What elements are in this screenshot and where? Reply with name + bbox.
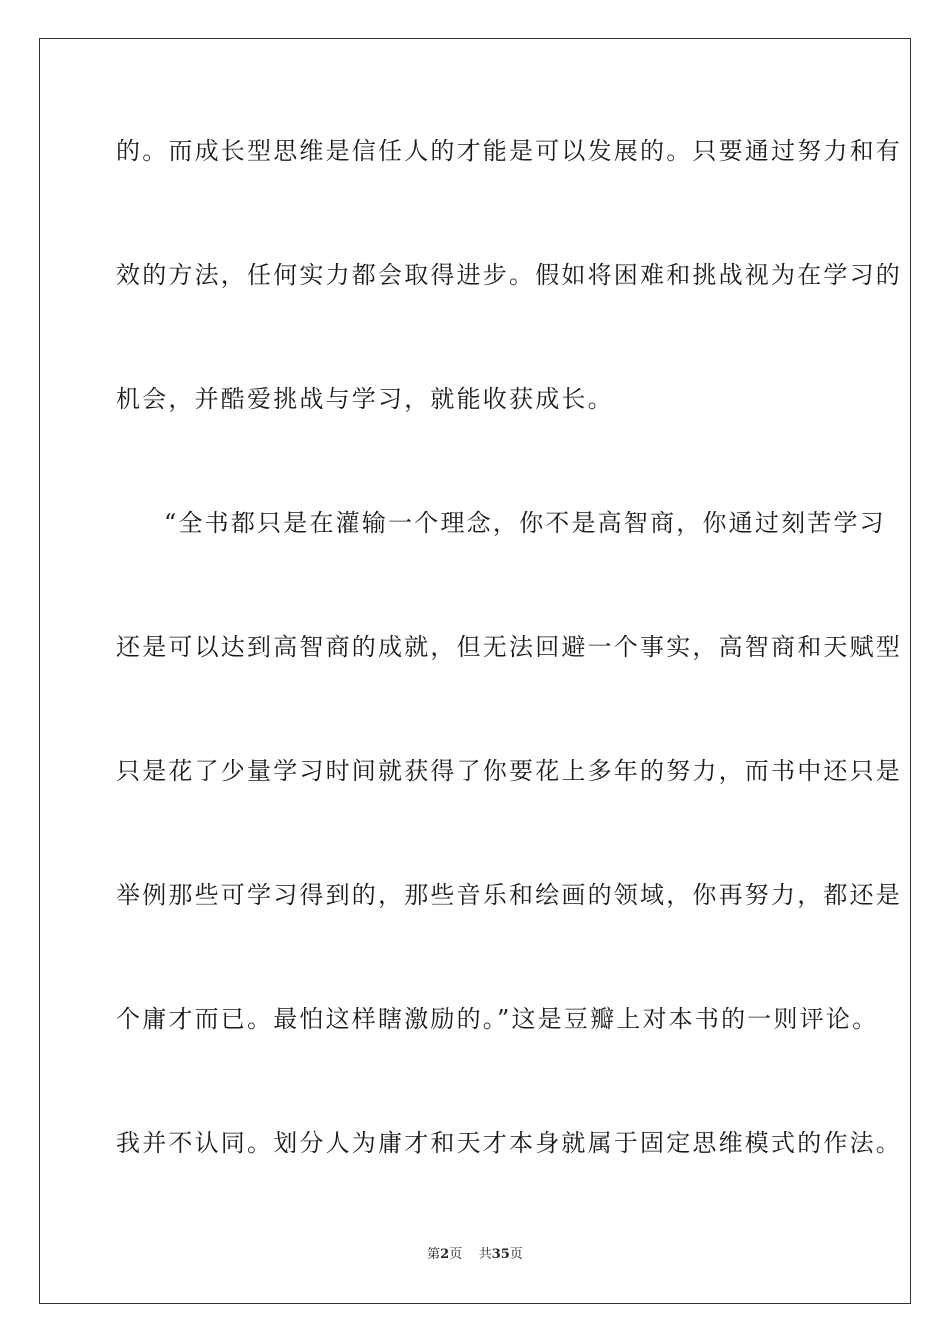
total-pages-number: 35	[491, 1247, 510, 1262]
page-border	[39, 38, 911, 1304]
text-line: 还是可以达到高智商的成就，但无法回避一个事实，高智商和天赋型	[116, 633, 902, 661]
text-line: 的。而成长型思维是信任人的才能是可以发展的。只要通过努力和有	[116, 137, 902, 165]
paragraph-start-line: “全书都只是在灌输一个理念，你不是高智商，你通过刻苦学习	[164, 509, 886, 537]
total-label-prefix: 共	[478, 1247, 492, 1262]
total-label-suffix: 页	[509, 1247, 523, 1262]
text-line: 我并不认同。划分人为庸才和天才本身就属于固定思维模式的作法。	[116, 1129, 902, 1157]
page-label-suffix: 页	[449, 1247, 463, 1262]
text-line: 只是花了少量学习时间就获得了你要花上多年的努力，而书中还只是	[116, 757, 902, 785]
text-line: 效的方法，任何实力都会取得进步。假如将困难和挑战视为在学习的	[116, 261, 902, 289]
text-line: 举例那些可学习得到的，那些音乐和绘画的领域，你再努力，都还是	[116, 881, 902, 909]
text-line: 个庸才而已。最怕这样瞎激励的。”这是豆瓣上对本书的一则评论。	[116, 1005, 879, 1033]
page-footer	[0, 1246, 950, 1264]
page-label-prefix: 第	[427, 1247, 441, 1262]
current-page-number: 2	[440, 1247, 450, 1262]
text-line: 机会，并酷爱挑战与学习，就能收获成长。	[116, 385, 614, 413]
